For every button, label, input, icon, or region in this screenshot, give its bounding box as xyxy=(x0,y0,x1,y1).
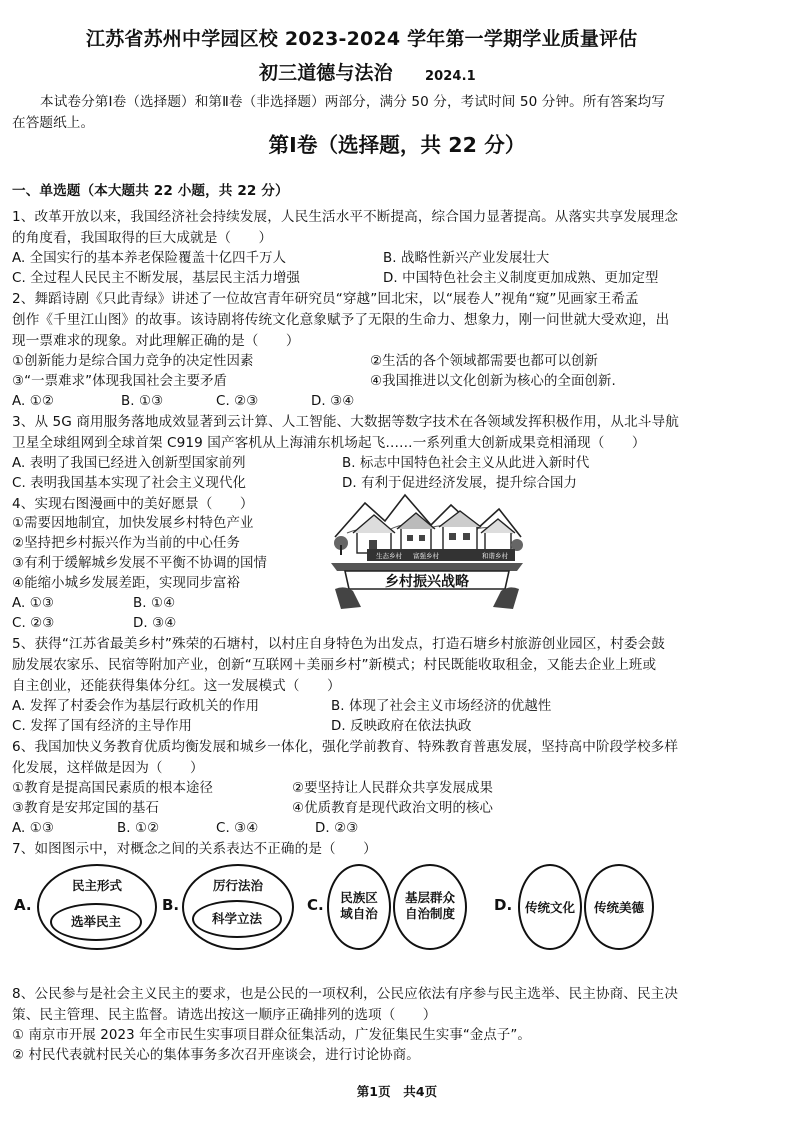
q7-diagram-b-outer-label: 厉行法治 xyxy=(212,878,263,893)
q2-item-1: ①创新能力是综合国力竞争的决定性因素 xyxy=(12,354,254,369)
q8-item-2: ② 村民代表就村民关心的集体事务多次召开座谈会，进行讨论协商。 xyxy=(12,1048,420,1063)
q4-option-a: A. ①③ xyxy=(12,596,54,611)
q1-stem-1: 1、改革开放以来，我国经济社会持续发展，人民生活水平不断提高，综合国力显著提高。从落实共享发展理念 xyxy=(12,209,679,225)
q8-stem-2: 策、民主管理、民主监督。请选出按这一顺序正确排列的选项（ ） xyxy=(12,1007,437,1023)
q4-option-c: C. ②③ xyxy=(12,616,55,631)
q2-stem-3: 现一票难求的现象。对此理解正确的是（ ） xyxy=(12,333,300,349)
q7-diagram-c xyxy=(305,858,485,958)
q7-stem-1: 7、如图图示中，对概念之间的关系表达不正确的是（ ） xyxy=(12,841,377,857)
q4-item-4: ④能缩小城乡发展差距，实现同步富裕 xyxy=(12,576,240,591)
q7-diagram-a-letter: A. xyxy=(14,896,32,914)
cartoon-sign-3: 和谐乡村 xyxy=(482,552,508,560)
q2-item-3: ③“一票难求”体现我国社会主要矛盾 xyxy=(12,374,228,389)
q4-option-d: D. ③④ xyxy=(133,616,177,631)
q7-diagram-a-outer-label: 民主形式 xyxy=(71,878,122,893)
q4-item-1: ①需要因地制宜，加快发展乡村特色产业 xyxy=(12,516,254,531)
q2-option-d: D. ③④ xyxy=(311,394,355,409)
q7-diagram-a-inner-label: 选举民主 xyxy=(70,914,121,929)
part-title: 一、单选题（本大题共 22 小题，共 22 分） xyxy=(12,183,289,199)
q7-diagram-c-left-label: 民族区域自治 xyxy=(340,890,378,921)
q6-item-4: ④优质教育是现代政治文明的核心 xyxy=(292,801,493,816)
q6-item-3: ③教育是安邦定国的基石 xyxy=(12,801,160,816)
page-footer: 第1页 共4页 xyxy=(356,1084,438,1099)
q6-option-d: D. ②③ xyxy=(315,821,359,836)
intro-line-1: 本试卷分第Ⅰ卷（选择题）和第Ⅱ卷（非选择题）两部分，满分 50 分，考试时间 50 分钟。所有答案均写 xyxy=(40,94,666,110)
q6-option-a: A. ①③ xyxy=(12,821,54,836)
q7-diagram-d xyxy=(490,858,670,958)
section-title: 第Ⅰ卷（选择题，共 22 分） xyxy=(268,133,526,157)
q4-option-b: B. ①④ xyxy=(133,596,176,611)
q4-stem-1: 4、实现右图漫画中的美好愿景（ ） xyxy=(12,496,254,512)
q8-item-1: ① 南京市开展 2023 年全市民生实事项目群众征集活动，广发征集民生实事“金点子”。 xyxy=(12,1028,531,1043)
q6-option-b: B. ①② xyxy=(117,821,160,836)
rural-revitalization-cartoon xyxy=(327,485,527,611)
q5-option-d: D. 反映政府在依法执政 xyxy=(331,719,472,734)
q6-option-c: C. ③④ xyxy=(216,821,259,836)
q5-stem-1: 5、获得“江苏省最美乡村”殊荣的石塘村，以村庄自身特色为出发点，打造石塘乡村旅游创业园区，村委会鼓 xyxy=(12,636,665,652)
exam-subject: 初三道德与法治 xyxy=(259,62,393,84)
q5-stem-2: 励发展农家乐、民宿等附加产业，创新“互联网＋美丽乡村”新模式；村民既能收取租金，又能去企业上班或 xyxy=(12,657,657,673)
q3-stem-1: 3、从 5G 商用服务落地成效显著到云计算、人工智能、大数据等数字技术在各领域发挥积极作用，从北斗导航 xyxy=(12,414,679,430)
q4-item-3: ③有利于缓解城乡发展不平衡不协调的国情 xyxy=(12,556,267,571)
q2-option-c: C. ②③ xyxy=(216,394,259,409)
q3-option-b: B. 标志中国特色社会主义从此进入新时代 xyxy=(342,456,590,471)
q4-item-2: ②坚持把乡村振兴作为当前的中心任务 xyxy=(12,536,240,551)
q3-stem-2: 卫星全球组网到全球首架 C919 国产客机从上海浦东机场起飞……一系列重大创新成果竞相涌现（ ） xyxy=(12,435,646,451)
intro-line-2: 在答题纸上。 xyxy=(12,115,95,131)
exam-title: 江苏省苏州中学园区校 2023-2024 学年第一学期学业质量评估 xyxy=(86,28,638,50)
q6-item-2: ②要坚持让人民群众共享发展成果 xyxy=(292,781,493,796)
q7-diagram-a xyxy=(12,858,162,958)
cartoon-banner-text: 乡村振兴战略 xyxy=(385,574,469,590)
q1-option-d: D. 中国特色社会主义制度更加成熟、更加定型 xyxy=(383,271,659,286)
q5-option-b: B. 体现了社会主义市场经济的优越性 xyxy=(331,699,552,714)
q6-stem-1: 6、我国加快义务教育优质均衡发展和城乡一体化，强化学前教育、特殊教育普惠发展，坚持高中阶段学校多样 xyxy=(12,739,679,755)
q7-diagram-d-right-label: 传统美德 xyxy=(593,900,644,915)
cartoon-sign-2: 富强乡村 xyxy=(413,552,439,560)
q2-item-2: ②生活的各个领域都需要也都可以创新 xyxy=(370,354,598,369)
q5-option-a: A. 发挥了村委会作为基层行政机关的作用 xyxy=(12,699,260,714)
q6-item-1: ①教育是提高国民素质的根本途径 xyxy=(12,781,213,796)
q2-stem-1: 2、舞蹈诗剧《只此青绿》讲述了一位故宫青年研究员“穿越”回北宋，以“展卷人”视角“窥”见画家王希孟 xyxy=(12,291,639,307)
q7-diagram-c-right-label: 基层群众自治制度 xyxy=(404,890,455,921)
q1-option-c: C. 全过程人民民主不断发展，基层民主活力增强 xyxy=(12,271,300,286)
q3-option-d: D. 有利于促进经济发展，提升综合国力 xyxy=(342,476,577,491)
q7-diagram-b-inner-label: 科学立法 xyxy=(211,911,262,926)
q8-stem-1: 8、公民参与是社会主义民主的要求，也是公民的一项权利，公民应依法有序参与民主选举、民主协商、民主决 xyxy=(12,986,679,1002)
q7-diagram-b-letter: B. xyxy=(162,896,180,914)
exam-date: 2024.1 xyxy=(425,69,476,84)
q1-option-a: A. 全国实行的基本养老保险覆盖十亿四千万人 xyxy=(12,251,287,266)
cartoon-sign-1: 生态乡村 xyxy=(376,552,402,560)
q1-option-b: B. 战略性新兴产业发展壮大 xyxy=(383,251,550,266)
q6-stem-2: 化发展，这样做是因为（ ） xyxy=(12,760,204,776)
q7-diagram-b xyxy=(160,858,310,958)
q2-option-a: A. ①② xyxy=(12,394,54,409)
q3-option-a: A. 表明了我国已经进入创新型国家前列 xyxy=(12,456,246,471)
q7-diagram-c-letter: C. xyxy=(307,896,324,914)
q2-item-4: ④我国推进以文化创新为核心的全面创新. xyxy=(370,374,616,389)
q5-stem-3: 自主创业，还能获得集体分红。这一发展模式（ ） xyxy=(12,678,341,694)
q2-stem-2: 创作《千里江山图》的故事。该诗剧将传统文化意象赋予了无限的生命力、想象力，刚一问世就大受欢迎，出 xyxy=(12,312,670,328)
q1-stem-2: 的角度看，我国取得的巨大成就是（ ） xyxy=(12,230,273,246)
q5-option-c: C. 发挥了国有经济的主导作用 xyxy=(12,719,193,734)
q7-diagram-d-letter: D. xyxy=(494,896,513,914)
q2-option-b: B. ①③ xyxy=(121,394,164,409)
q3-option-c: C. 表明我国基本实现了社会主义现代化 xyxy=(12,476,247,491)
q7-diagram-d-left-label: 传统文化 xyxy=(524,900,575,915)
